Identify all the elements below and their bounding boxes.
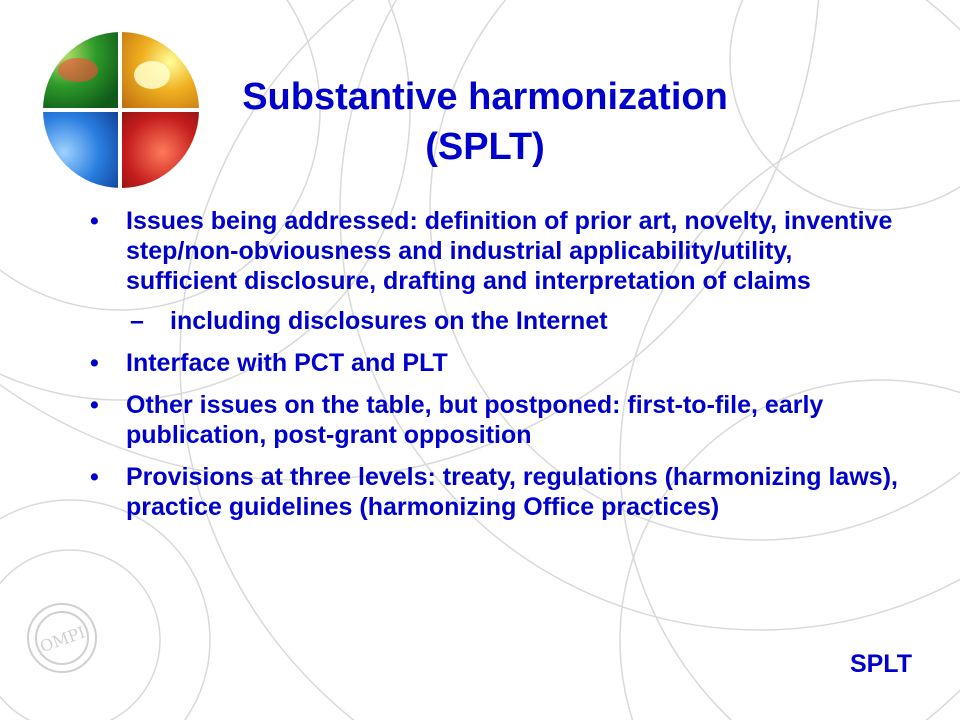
title-line-2: (SPLT) xyxy=(425,126,545,168)
sub-bullet-text: including disclosures on the Internet xyxy=(170,307,608,335)
bullet-other-issues xyxy=(88,390,908,450)
slide-title xyxy=(160,72,810,172)
bullet-issues xyxy=(88,206,908,296)
bullet-text: Interface with PCT and PLT xyxy=(126,349,448,377)
title-line-1: Substantive harmonization xyxy=(242,76,728,118)
bullet-interface xyxy=(88,348,908,378)
sub-bullet-internet xyxy=(88,306,908,336)
bullet-mark: • xyxy=(90,349,99,377)
bullet-provisions xyxy=(88,462,908,522)
bullet-text: Other issues on the table, but postponed: first-to-file, early publication, post-grant opposition xyxy=(126,391,824,449)
sub-bullet-mark: – xyxy=(130,307,144,335)
bullet-mark: • xyxy=(90,207,99,235)
bullet-mark: • xyxy=(90,463,99,491)
bullet-list xyxy=(88,206,908,534)
bullet-mark: • xyxy=(90,391,99,419)
seal-text: OMPI xyxy=(37,622,88,657)
footer-label: SPLT xyxy=(849,650,912,678)
bullet-text: Provisions at three levels: treaty, regulations (harmonizing laws), practice guidelines (harmonizing Office practices) xyxy=(126,463,898,521)
bullet-text: Issues being addressed: definition of prior art, novelty, inventive step/non-obviousness and industrial applicability/utility, sufficient disclosure, drafting and interpretation of claims xyxy=(126,207,893,295)
